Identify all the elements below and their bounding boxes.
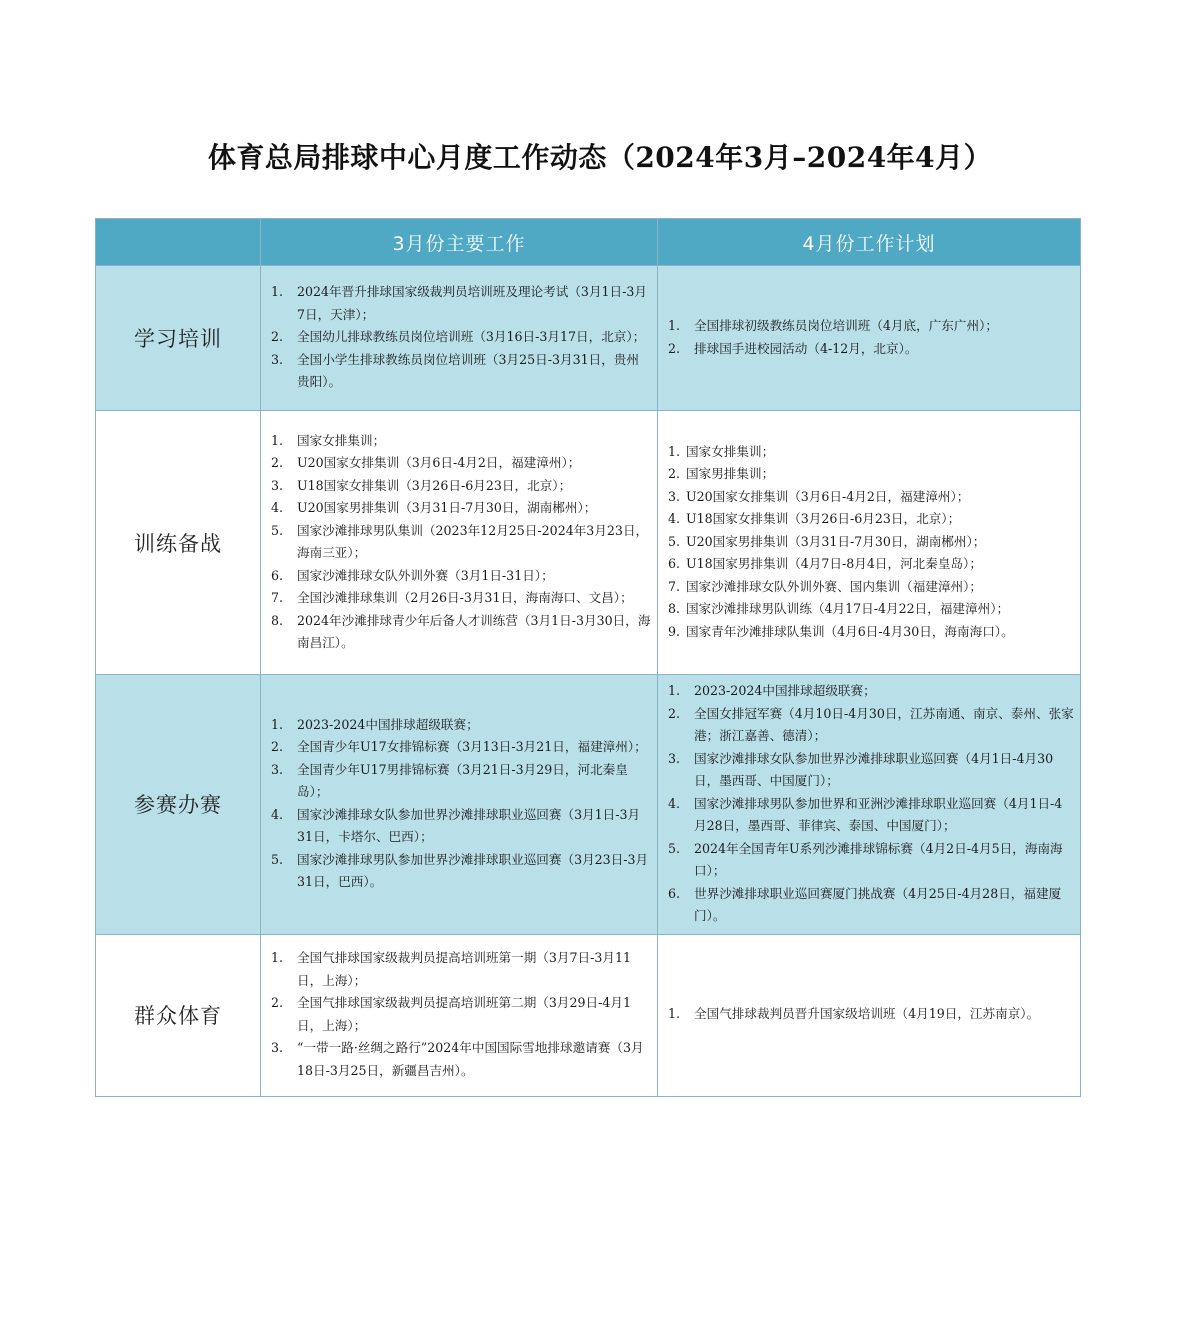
list-item — [664, 553, 1074, 576]
march-cell — [261, 934, 658, 1096]
list-item — [664, 338, 1074, 361]
category-cell: 训练备战 — [96, 411, 261, 675]
list-item — [664, 838, 1074, 883]
list-item — [267, 736, 651, 759]
item-text: 国家男排集训； — [686, 466, 775, 482]
list-item — [664, 531, 1074, 554]
item-text: 世界沙滩排球职业巡回赛厦门挑战赛（4月25日-4月28日，福建厦门）。 — [694, 885, 1062, 923]
item-text: U20国家女排集训（3月6日-4月2日，福建漳州）； — [297, 455, 581, 470]
list-item — [267, 565, 651, 588]
list-item — [267, 520, 651, 565]
item-text: 国家女排集训； — [686, 443, 775, 459]
list-item — [267, 804, 651, 849]
list-item — [267, 497, 651, 520]
list-item — [664, 576, 1074, 599]
list-item — [664, 508, 1074, 531]
item-text: 全国青少年U17男排锦标赛（3月21日-3月29日，河北秦皇岛）； — [297, 761, 628, 800]
list-item — [664, 793, 1074, 838]
march-cell — [261, 411, 658, 675]
table-row — [96, 934, 1081, 1096]
list-item — [267, 849, 651, 894]
april-list — [664, 315, 1074, 360]
list-item — [664, 680, 1074, 703]
april-list — [664, 1003, 1074, 1026]
category-cell: 参赛办赛 — [96, 675, 261, 935]
list-item — [664, 486, 1074, 509]
list-item — [664, 703, 1074, 748]
item-text: U20国家男排集训（3月31日-7月30日，湖南郴州）； — [297, 500, 597, 515]
item-number: 1. — [271, 716, 284, 732]
item-number: 7. — [668, 578, 681, 594]
march-list — [267, 714, 651, 894]
list-item — [664, 598, 1074, 621]
list-item — [267, 475, 651, 498]
item-number: 5. — [668, 840, 681, 856]
list-item — [267, 992, 651, 1037]
list-item — [267, 281, 651, 326]
item-number: 2. — [271, 455, 284, 470]
item-number: 7. — [271, 590, 284, 605]
list-item — [664, 883, 1074, 928]
item-text: 全国青少年U17女排锦标赛（3月13日-3月21日，福建漳州）； — [297, 739, 647, 755]
item-text: 国家沙滩排球女队外训外赛、国内集训（福建漳州）； — [686, 578, 982, 594]
item-text: 国家沙滩排球男队集训（2023年12月25日-2024年3月23日，海南三亚）； — [297, 522, 649, 560]
item-number: 1. — [668, 443, 681, 459]
list-item — [664, 315, 1074, 338]
item-number: 3. — [668, 750, 681, 766]
item-text: 排球国手进校园活动（4-12月，北京）。 — [694, 340, 918, 356]
item-number: 3. — [271, 351, 284, 367]
list-item — [267, 452, 651, 475]
item-text: 全国小学生排球教练员岗位培训班（3月25日-3月31日，贵州贵阳）。 — [297, 351, 639, 390]
item-text: 国家沙滩排球男队参加世界沙滩排球职业巡回赛（3月23日-3月31日，巴西）。 — [297, 851, 649, 890]
list-item — [664, 1003, 1074, 1026]
item-text: 国家沙滩排球男队参加世界和亚洲沙滩排球职业巡回赛（4月1日-4月28日，墨西哥、菲律宾、泰国、中国厦门）； — [694, 795, 1063, 833]
item-number: 1. — [271, 950, 284, 965]
march-list — [267, 281, 651, 394]
april-cell — [658, 675, 1081, 935]
item-text: 全国气排球国家级裁判员提高培训班第二期（3月29日-4月1日，上海）； — [297, 995, 631, 1033]
item-number: 5. — [271, 851, 284, 867]
item-number: 2. — [271, 739, 284, 755]
item-number: 3. — [271, 761, 284, 777]
item-text: 2024年沙滩排球青少年后备人才训练营（3月1日-3月30日，海南昌江）。 — [297, 612, 651, 650]
item-number: 4. — [668, 795, 681, 811]
april-cell — [658, 266, 1081, 411]
item-text: 2024年全国青年U系列沙滩排球锦标赛（4月2日-4月5日，海南海口）； — [694, 840, 1063, 878]
item-number: 3. — [271, 477, 284, 493]
item-text: 全国女排冠军赛（4月10日-4月30日，江苏南通、南京、泰州、张家港；浙江嘉善、德清）； — [694, 705, 1074, 743]
list-item — [267, 326, 651, 349]
list-item — [267, 759, 651, 804]
item-text: 国家沙滩排球女队参加世界沙滩排球职业巡回赛（3月1日-3月31日，卡塔尔、巴西）； — [297, 806, 641, 845]
list-item — [267, 349, 651, 394]
march-cell — [261, 266, 658, 411]
item-number: 1. — [271, 284, 284, 300]
item-text: 国家沙滩排球女队外训外赛（3月1日-31日）； — [297, 567, 554, 583]
item-number: 2. — [668, 705, 681, 721]
category-cell: 学习培训 — [96, 266, 261, 411]
item-number: 1. — [271, 432, 284, 448]
item-text: U18国家女排集训（3月26日-6月23日，北京）； — [686, 511, 961, 527]
header-blank-cell — [96, 219, 261, 266]
item-number: 3. — [668, 488, 681, 504]
item-text: 2023-2024中国排球超级联赛； — [694, 683, 876, 698]
table-header-row — [96, 219, 1081, 266]
list-item — [267, 610, 651, 655]
march-cell — [261, 675, 658, 935]
list-item — [267, 587, 651, 610]
item-number: 9. — [668, 623, 681, 639]
item-number: 2. — [271, 995, 284, 1010]
table-row — [96, 675, 1081, 935]
item-text: 2023-2024中国排球超级联赛； — [297, 716, 479, 732]
list-item — [267, 714, 651, 737]
march-list — [267, 430, 651, 655]
april-list — [664, 680, 1074, 928]
item-number: 8. — [668, 601, 681, 617]
item-number: 6. — [668, 556, 681, 572]
list-item — [267, 947, 651, 992]
item-number: 4. — [271, 806, 284, 822]
item-text: 全国排球初级教练员岗位培训班（4月底，广东广州）； — [694, 318, 998, 333]
list-item — [664, 748, 1074, 793]
item-number: 2. — [668, 466, 681, 482]
march-list — [267, 947, 651, 1082]
item-number: 3. — [271, 1040, 284, 1055]
category-cell: 群众体育 — [96, 934, 261, 1096]
item-text: 全国气排球裁判员晋升国家级培训班（4月19日，江苏南京）。 — [694, 1006, 1040, 1022]
table-row — [96, 411, 1081, 675]
item-text: U18国家女排集训（3月26日-6月23日，北京）； — [297, 477, 572, 493]
table-row — [96, 266, 1081, 411]
item-number: 2. — [271, 329, 284, 345]
item-text: 2024年晋升排球国家级裁判员培训班及理论考试（3月1日-3月7日，天津）； — [297, 284, 647, 322]
item-text: U18国家男排集训（4月7日-8月4日，河北秦皇岛）； — [686, 556, 982, 572]
item-text: 全国气排球国家级裁判员提高培训班第一期（3月7日-3月11日，上海）； — [297, 950, 631, 988]
item-text: U20国家女排集训（3月6日-4月2日，福建漳州）； — [686, 488, 970, 504]
item-number: 5. — [668, 533, 681, 549]
item-number: 8. — [271, 612, 284, 628]
item-text: 国家沙滩排球女队参加世界沙滩排球职业巡回赛（4月1日-4月30日，墨西哥、中国厦门）； — [694, 750, 1054, 788]
april-list — [664, 441, 1074, 644]
item-number: 5. — [271, 522, 284, 538]
list-item — [267, 430, 651, 453]
list-item — [664, 441, 1074, 464]
item-text: 全国沙滩排球集训（2月26日-3月31日，海南海口、文昌）； — [297, 590, 633, 605]
item-number: 1. — [668, 318, 681, 333]
list-item — [664, 463, 1074, 486]
item-text: 国家女排集训； — [297, 432, 386, 448]
april-cell — [658, 934, 1081, 1096]
item-text: U20国家男排集训（3月31日-7月30日，湖南郴州）； — [686, 533, 986, 549]
header-april: 4月份工作计划 — [658, 219, 1081, 266]
item-text: “一带一路·丝绸之路行”2024年中国国际雪地排球邀请赛（3月18日-3月25日，新疆昌吉州）。 — [297, 1040, 644, 1078]
april-cell — [658, 411, 1081, 675]
list-item — [267, 1037, 651, 1082]
item-number: 1. — [668, 1006, 681, 1022]
item-text: 国家沙滩排球男队训练（4月17日-4月22日，福建漳州）； — [686, 601, 1010, 617]
item-number: 4. — [668, 511, 681, 527]
item-number: 4. — [271, 500, 284, 515]
item-number: 2. — [668, 340, 681, 356]
item-text: 国家青年沙滩排球队集训（4月6日-4月30日，海南海口）。 — [686, 623, 1014, 639]
list-item — [664, 621, 1074, 644]
header-march: 3月份主要工作 — [261, 219, 658, 266]
item-number: 6. — [668, 885, 681, 901]
item-text: 全国幼儿排球教练员岗位培训班（3月16日-3月17日，北京）； — [297, 329, 646, 345]
item-number: 6. — [271, 567, 284, 583]
item-number: 1. — [668, 683, 681, 698]
work-table — [95, 218, 1081, 1097]
page-title: 体育总局排球中心月度工作动态（2024年3月–2024年4月） — [207, 141, 993, 174]
